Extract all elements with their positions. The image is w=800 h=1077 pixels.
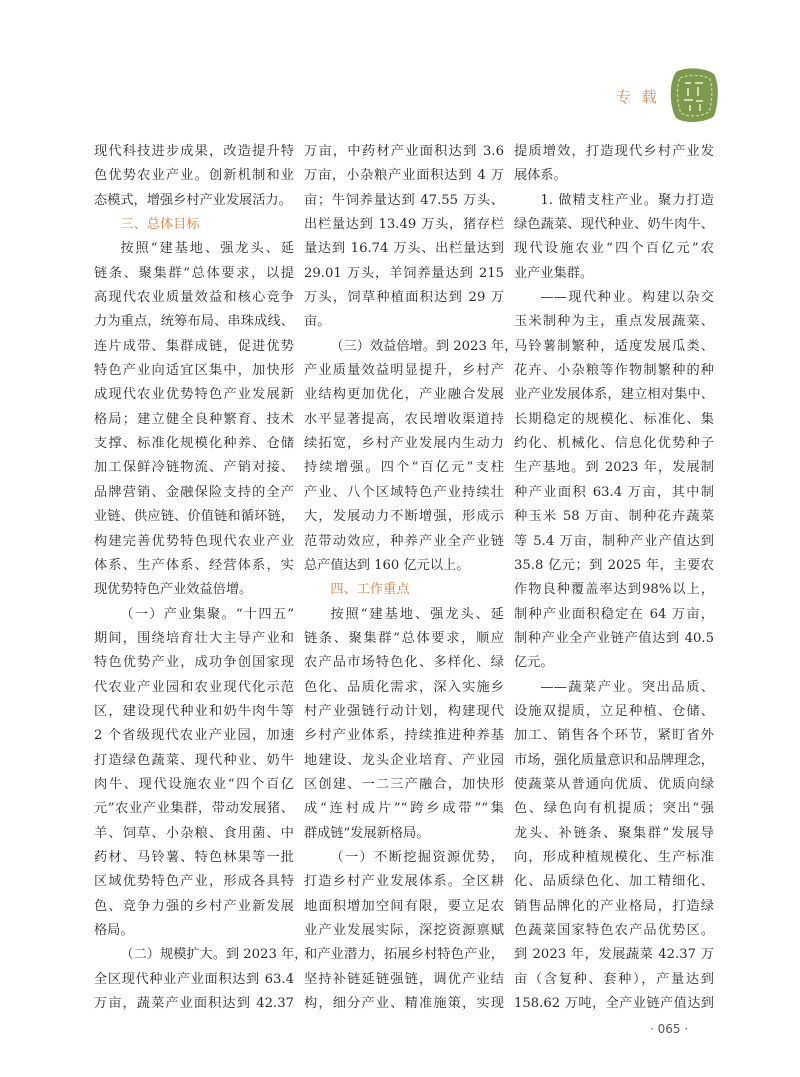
text-line: 成“连村成片”“跨乡成带”“集 — [304, 801, 504, 817]
text-line: 出栏量达到 13.49 万头，猪存栏 — [304, 217, 504, 233]
text-line: 链条、聚集群”总体要求，以提 — [94, 265, 294, 281]
column-3 — [514, 140, 714, 1016]
text-line: 现代设施农业“四个百亿元”农 — [514, 241, 714, 257]
text-line: 坚持补链延链强链，调优产业结 — [304, 971, 504, 987]
text-line: 元”农业产业集群，带动发展猪、 — [94, 801, 294, 817]
text-line: 全区现代种业产业面积达到 63.4 — [94, 971, 294, 987]
text-line: 现优势特色产业效益倍增。 — [94, 582, 253, 598]
text-line: 构建完善优势特色现代农业产业 — [94, 533, 294, 549]
text-line: 态模式，增强乡村产业发展活力。 — [94, 192, 292, 208]
text-line: 品牌营销、金融保险支持的全产 — [94, 484, 294, 500]
text-line: 市场，强化质量意识和品牌理念， — [514, 752, 714, 768]
text-line: 使蔬菜从普通向优质、优质向绿 — [514, 776, 714, 792]
text-line: 肉牛、现代设施农业“四个百亿 — [94, 776, 294, 792]
text-line: （一）产业集聚。“十四五” — [120, 606, 294, 622]
text-line: 成现代农业优势特色产业发展新 — [94, 387, 294, 403]
text-line: 业产业发展实际，深挖资源禀赋 — [304, 923, 504, 938]
text-line: 作物良种覆盖率达到98%以上， — [514, 582, 714, 598]
text-line: 和产业潜力，拓展乡村特色产业， — [304, 947, 504, 963]
text-line: 约化、机械化、信息化优势种子 — [514, 436, 714, 452]
text-line: 现代科技进步成果，改造提升特 — [94, 144, 294, 159]
text-line: 色优势农业产业。创新机制和业 — [94, 168, 294, 184]
text-line: 格局；建立健全良种繁育、技术 — [94, 411, 294, 427]
text-line: 制种产业全产业链产值达到 40.5 — [514, 630, 714, 646]
text-line: 按照“建基地、强龙头、延 — [330, 606, 504, 622]
text-line: 万亩，蔬菜产业面积达到 42.37 — [94, 996, 294, 1012]
text-line: 万头，饲草种植面积达到 29 万 — [304, 290, 504, 306]
text-line: 种产业面积 63.4 万亩，其中制 — [514, 484, 714, 500]
text-line: 业产业发展体系，建立相对集中、 — [514, 387, 714, 403]
text-line: 亩（含复种、套种），产量达到 — [514, 971, 714, 987]
text-line: 等 5.4 万亩，制种产业产值达到 — [514, 533, 714, 549]
text-line: 色、绿色向有机提质；突出“强 — [514, 801, 714, 817]
text-line: 亩；牛饲养量达到 47.55 万头、 — [304, 192, 504, 208]
text-line: 2 个省级现代农业产业园，加速 — [94, 728, 294, 744]
text-line: 量达到 16.74 万头、出栏量达到 — [304, 241, 504, 257]
text-line: 到 2023 年，发展蔬菜 42.37 万 — [514, 947, 714, 963]
seal-stamp-icon — [668, 66, 720, 124]
text-line: 龙头、补链条、聚集群”发展导 — [514, 825, 714, 841]
text-line: 色化、品质化需求，深入实施乡 — [304, 679, 504, 695]
text-line: （二）规模扩大。到 2023 年， — [120, 947, 308, 963]
text-line: 范带动效应，种养产业全产业链 — [304, 533, 504, 549]
text-line: 马铃薯制繁种，适度发展瓜类、 — [514, 338, 714, 354]
text-line: 特色优势产业，成功争创国家现 — [94, 655, 294, 671]
text-line: 展体系。 — [514, 168, 567, 184]
column-2 — [304, 140, 518, 1016]
text-line: 加工、销售各个环节，紧盯省外 — [514, 728, 714, 744]
text-line: 体系、生产体系、经营体系，实 — [94, 557, 294, 573]
text-line: 加工保鲜冷链物流、产销对接、 — [94, 460, 294, 476]
text-line: 种玉米 58 万亩、制种花卉蔬菜 — [514, 509, 714, 525]
text-line: 绿色蔬菜、现代种业、奶牛肉牛、 — [514, 217, 714, 233]
text-line: 持续增强。四个“百亿元”支柱 — [304, 460, 504, 476]
text-line: 29.01 万头，羊饲养量达到 215 — [304, 265, 504, 281]
text-line: 续拓宽，乡村产业发展内生动力 — [304, 436, 504, 452]
text-line: 羊、饲草、小杂粮、食用菌、中 — [94, 825, 294, 841]
text-line: 35.8 亿元；到 2025 年，主要农 — [514, 557, 714, 573]
text-line: 打造乡村产业发展体系。全区耕 — [304, 874, 504, 890]
text-line: 地面积增加空间有限，要立足农 — [304, 898, 504, 914]
text-line: 提质增效，打造现代乡村产业发 — [514, 144, 714, 159]
page-number: · 065 · — [650, 1022, 689, 1036]
text-line: 化、品质绿色化、加工精细化、 — [514, 874, 714, 890]
text-line: 业结构更加优化，产业融合发展 — [304, 387, 504, 403]
text-line: 产业、八个区域特色产业持续壮 — [304, 484, 504, 500]
text-line: 亿元。 — [514, 655, 554, 671]
section-label: 专 载 — [616, 88, 660, 106]
text-line: 158.62 万吨，全产业链产值达到 — [514, 996, 714, 1012]
text-line: 区，建设现代种业和奶牛肉牛等 — [94, 703, 294, 719]
text-line: 链条、聚集群”总体要求，顺应 — [304, 630, 504, 646]
text-line: 色蔬菜国家特色农产品优势区。 — [514, 923, 714, 938]
text-line: 产业质量效益明显提升，乡村产 — [304, 363, 504, 379]
text-line: 总产值达到 160 亿元以上。 — [304, 557, 470, 573]
text-line: 地建设、龙头企业培育、产业园 — [304, 752, 504, 768]
text-line: 村产业强链行动计划，构建现代 — [304, 703, 504, 719]
text-line: 代农业产业园和农业现代化示范 — [94, 679, 294, 695]
text-line: 区域优势特色产业，形成各具特 — [94, 874, 294, 890]
text-line: （一）不断挖掘资源优势， — [330, 849, 504, 865]
text-line: 支撑、标准化规模化种养、仓储 — [94, 436, 294, 452]
text-line: 亩。 — [304, 314, 331, 330]
text-line: 农产品市场特色化、多样化、绿 — [304, 655, 504, 671]
text-line: ——现代种业。构建以杂交 — [540, 290, 714, 306]
text-line: 区创建、一二三产融合，加快形 — [304, 776, 504, 792]
text-line: ——蔬菜产业。突出品质、 — [540, 679, 714, 695]
text-line: 业链、供应链、价值链和循环链， — [94, 509, 294, 525]
text-line: 生产基地。到 2023 年，发展制 — [514, 460, 714, 476]
text-line: 期间，围绕培育壮大主导产业和 — [94, 630, 294, 646]
text-line: 长期稳定的规模化、标准化、集 — [514, 411, 714, 427]
text-line: 力为重点，统筹布局、串珠成线、 — [94, 314, 294, 330]
text-line: 大，发展动力不断增强，形成示 — [304, 509, 504, 525]
text-line: 高现代农业质量效益和核心竞争 — [94, 290, 294, 306]
text-line: 销售品牌化的产业格局，打造绿 — [514, 898, 714, 914]
text-line: 特色产业向适宜区集中，加快形 — [94, 363, 294, 379]
text-line: 格局。 — [94, 923, 134, 938]
text-line: 乡村产业体系，持续推进种养基 — [304, 728, 504, 744]
section-heading: 三、总体目标 — [120, 217, 200, 233]
text-line: 色、竞争力强的乡村产业新发展 — [94, 898, 294, 914]
text-line: 药材、马铃薯、特色林果等一批 — [94, 849, 294, 865]
text-line: 按照“建基地、强龙头、延 — [120, 241, 294, 257]
text-line: 玉米制种为主，重点发展蔬菜、 — [514, 314, 714, 330]
text-line: 1. 做精支柱产业。聚力打造 — [540, 192, 714, 208]
text-line: 制种产业面积稳定在 64 万亩， — [514, 606, 714, 622]
text-line: 向，形成种植规模化、生产标准 — [514, 849, 714, 865]
text-line: 花卉、小杂粮等作物制繁种的种 — [514, 363, 714, 379]
text-line: 连片成带、集群成链，促进优势 — [94, 338, 294, 354]
text-line: 万亩，小杂粮产业面积达到 4 万 — [304, 168, 504, 184]
text-line: 打造绿色蔬菜、现代种业、奶牛 — [94, 752, 294, 768]
text-line: 水平显著提高，农民增收渠道持 — [304, 411, 504, 427]
column-1 — [94, 140, 308, 1016]
text-line: 群成链”发展新格局。 — [304, 825, 430, 841]
text-line: 万亩，中药材产业面积达到 3.6 — [304, 144, 504, 159]
text-line: （三）效益倍增。到 2023 年， — [330, 338, 518, 354]
section-heading: 四、工作重点 — [330, 582, 410, 598]
text-line: 构，细分产业、精准施策，实现 — [304, 996, 504, 1012]
text-line: 业产业集群。 — [514, 265, 594, 281]
text-line: 设施双提质，立足种植、仓储、 — [514, 703, 714, 719]
